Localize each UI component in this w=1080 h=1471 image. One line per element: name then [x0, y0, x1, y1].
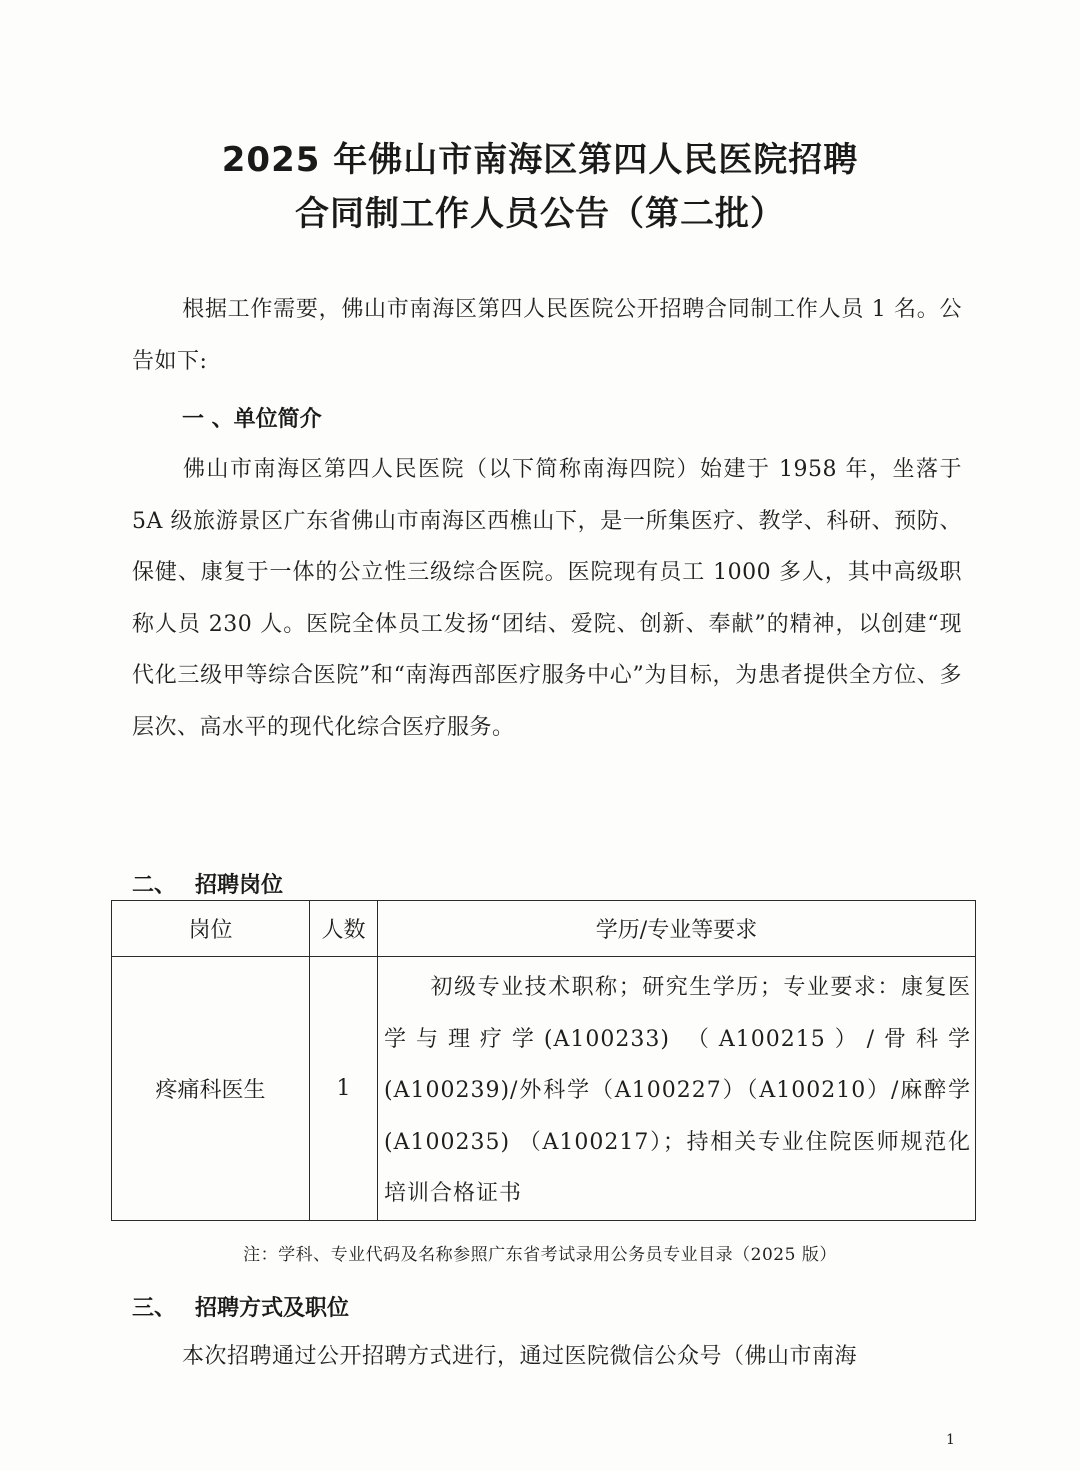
table-header-row — [112, 901, 976, 957]
document-title-line-1: 2025 年佛山市南海区第四人民医院招聘 — [221, 140, 859, 180]
section-2-heading: 招聘岗位 — [195, 873, 284, 898]
cell-position: 疼痛科医生 — [112, 957, 310, 1221]
recruitment-table — [111, 900, 976, 1221]
section-1-heading: 一 、单位简介 — [182, 407, 322, 432]
table-note: 注：学科、专业代码及名称参照广东省考试录用公务员专业目录（2025 版） — [243, 1245, 837, 1265]
table-row — [112, 957, 976, 1221]
header-count: 人数 — [310, 901, 378, 957]
page-number: 1 — [946, 1432, 955, 1448]
intro-paragraph — [132, 284, 962, 387]
header-requirements: 学历/专业等要求 — [378, 901, 976, 957]
intro-text: 根据工作需要，佛山市南海区第四人民医院公开招聘合同制工作人员 1 名。公告如下: — [132, 297, 962, 374]
section-2-heading-number: 二、 — [132, 873, 177, 898]
document-title-line-2: 合同制工作人员公告（第二批） — [295, 194, 785, 234]
section-3-heading: 招聘方式及职位 — [195, 1296, 350, 1321]
requirements-text: 初级专业技术职称；研究生学历；专业要求：康复医学与理疗学(A100233) （A100215）/骨科学(A100239)/外科学（A100227）（A100210）/麻醉学(A100235) （A100217）；持相关专业住院医师规范化培训合格证书 — [384, 975, 971, 1206]
header-position: 岗位 — [112, 901, 310, 957]
cell-count: 1 — [310, 957, 378, 1221]
section-3-paragraph — [132, 1331, 962, 1383]
section-1-body: 佛山市南海区第四人民医院（以下简称南海四院）始建于 1958 年，坐落于 5A 级旅游景区广东省佛山市南海区西樵山下，是一所集医疗、教学、科研、预防、保健、康复于一体的公立性三级综合医院。医院现有员工 1000 多人，其中高级职称人员 230 人。医院全体员工发扬“团结、爱院、创新、奉献”的精神，以创建“现代化三级甲等综合医院”和“南海西部医疗服务中心”为目标，为患者提供全方位、多层次、高水平的现代化综合医疗服务。 — [132, 457, 962, 740]
section-3-body: 本次招聘通过公开招聘方式进行，通过医院微信公众号（佛山市南海 — [182, 1344, 858, 1369]
cell-requirements — [378, 957, 976, 1221]
section-3-heading-number: 三、 — [132, 1296, 177, 1321]
section-1-paragraph — [132, 444, 962, 753]
